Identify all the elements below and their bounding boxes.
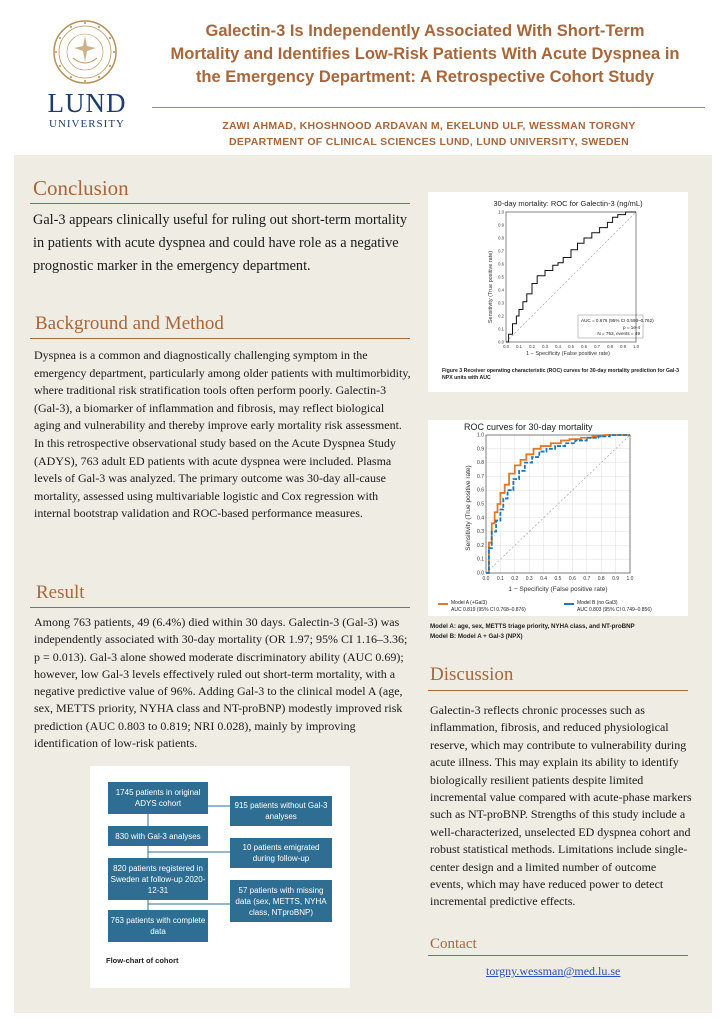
x-tick-label: 0.7 <box>594 344 600 349</box>
annotation-p: p = 1e-4 <box>623 325 640 330</box>
background-divider <box>30 338 410 339</box>
flow-box-original-cohort: 1745 patients in original ADYS cohort <box>108 782 208 814</box>
y-tick-label: 0.1 <box>498 326 504 332</box>
result-divider <box>30 607 410 608</box>
result-text: Among 763 patients, 49 (6.4%) died within 30 days. Galectin-3 (Gal-3) was independently associated with 30-day mortality (OR 1.97; 95% CI 1.16–3.36; p = 0.013). Gal-3 alone showed moderate discriminatory ability (AUC 0.69); however, low Gal-3 levels effectively ruled out short-term mortality, with a negative predictive value of 96%. Adding Gal-3 to the clinical model A (age, sex, METTS priority, NYHA class and NT-proBNP) modestly improved risk prediction (AUC 0.803 to 0.819; NRI 0.028), mainly by improving identification of low-risk patients. <box>34 615 408 751</box>
result-heading: Result <box>36 582 85 603</box>
poster-title <box>150 20 700 89</box>
legend-model-a: Model A (+Gal3) <box>451 600 487 606</box>
x-tick-label: 1.0 <box>633 344 639 349</box>
affiliation: DEPARTMENT OF CLINICAL SCIENCES LUND, LUND UNIVERSITY, SWEDEN <box>228 136 629 148</box>
model-note-a: Model A: age, sex, METTS triage priority, NYHA class, and NT-proBNP <box>430 623 635 630</box>
flow-box-complete-data: 763 patients with complete data <box>108 910 208 942</box>
logo-lund: LUND <box>47 88 127 118</box>
x-tick-label: 0.9 <box>612 576 620 582</box>
flow-box-gal3-analyses: 830 with Gal-3 analyses <box>108 826 208 846</box>
x-tick-label: 0.2 <box>511 576 519 582</box>
x-tick-label: 0.4 <box>555 344 561 349</box>
y-tick-label: 1.0 <box>498 209 504 215</box>
contact-divider <box>428 955 688 956</box>
conclusion-text: Gal-3 appears clinically useful for ruling out short-term mortality in patients with acute dyspnea and could have role as a negative prognostic marker in the emergency department. <box>33 212 407 274</box>
y-tick-label: 0.5 <box>498 274 504 280</box>
roc-models-chart <box>428 420 688 616</box>
y-tick-label: 0.6 <box>498 261 504 267</box>
flow-box-without-gal3: 915 patients without Gal-3 analyses <box>230 796 332 826</box>
y-tick-label: 0.6 <box>477 487 484 494</box>
lund-university-logo <box>40 18 130 136</box>
y-tick-label: 0.5 <box>477 501 484 508</box>
chart-ylabel: Sensitivity (True positive rate) <box>465 465 472 551</box>
contact-email-link[interactable]: torgny.wessman@med.lu.se <box>486 964 621 978</box>
annotation-auc: AUC = 0.676 (95% CI 0.593–0.762) <box>581 318 654 323</box>
x-tick-label: 0.4 <box>540 576 548 582</box>
x-tick-label: 0.5 <box>554 576 562 582</box>
annotation-n: N = 763, events = 49 <box>597 331 640 336</box>
discussion-text: Galectin-3 reflects chronic processes such as inflammation, fibrosis, and reduced physiological reserve, which may contribute to vulnerability during acute illness. This may explain its ability to identify biologically resilient patients despite limited incremental value compared with acute-phase markers such as NT-proBNP. Strengths of this study include a well-characterized, unselected ED dyspnea cohort and robust statistical methods. Limitations include single-center design and a limited number of outcome events, which may have reduced power to detect incremental predictive effects. <box>430 703 692 909</box>
model-notes <box>430 622 700 642</box>
x-tick-label: 0.1 <box>516 344 522 349</box>
x-tick-label: 0.6 <box>568 576 576 582</box>
flow-box-emigrated: 10 patients emigrated during follow-up <box>230 838 332 868</box>
x-tick-label: 0.2 <box>529 344 535 349</box>
chart-legend <box>438 600 652 613</box>
background-text: Dyspnea is a common and diagnostically challenging symptom in the emergency department, particularly among older patients with multimorbidity, where traditional risk stratification tools often perform poorly. Galectin-3 (Gal-3), a biomarker of inflammation and fibrosis, may reflect biological aging and vulnerability and thereby improve early mortality risk assessment. In this retrospective observational study based on the Acute Dyspnea Study (ADYS), 763 adult ED patients with acute dyspnea were included. Plasma levels of Gal-3 was analyzed. The primary outcome was 30-day all-cause mortality, assessed using multivariable logistic and Cox regression with internal bootstrap validation and ROC-based performance measures. <box>34 348 411 521</box>
chart-ylabel: Sensitivity (True positive rate) <box>488 250 494 324</box>
chart-title: ROC curves for 30-day mortality <box>464 422 593 432</box>
title-divider <box>152 107 705 108</box>
title-line-2: Mortality and Identifies Low-Risk Patients With Acute Dyspnea in <box>170 45 680 63</box>
y-tick-label: 0.2 <box>477 542 484 549</box>
discussion-heading: Discussion <box>430 664 514 685</box>
x-tick-label: 0.0 <box>482 576 490 582</box>
roc-gal3-chart <box>428 192 688 367</box>
roc-gal3-figure <box>428 192 688 392</box>
y-tick-label: 0.0 <box>477 570 484 577</box>
y-tick-label: 0.3 <box>477 529 484 536</box>
x-tick-label: 1.0 <box>626 576 634 582</box>
y-tick-label: 0.3 <box>498 300 504 306</box>
x-tick-label: 0.1 <box>496 576 504 582</box>
x-tick-label: 0.6 <box>581 344 587 349</box>
x-tick-label: 0.9 <box>620 344 626 349</box>
title-line-1: Galectin-3 Is Independently Associated With Short-Term <box>205 22 645 40</box>
x-tick-label: 0.7 <box>583 576 591 582</box>
y-tick-label: 1.0 <box>477 432 484 439</box>
y-tick-label: 0.1 <box>477 556 484 563</box>
flow-box-registered: 820 patients registered in Sweden at follow-up 2020-12-31 <box>108 858 208 900</box>
y-tick-label: 0.7 <box>498 248 504 254</box>
author-block <box>150 118 708 150</box>
y-tick-label: 0.9 <box>498 222 504 228</box>
x-tick-label: 0.3 <box>542 344 548 349</box>
y-tick-label: 0.7 <box>477 473 484 480</box>
chart-xlabel: 1 − Specificity (False positive rate) <box>508 586 608 593</box>
model-note-b: Model B: Model A + Gal-3 (NPX) <box>430 633 523 640</box>
background-heading: Background and Method <box>35 313 224 334</box>
authors: ZAWI AHMAD, KHOSHNOOD ARDAVAN M, EKELUND ULF, WESSMAN TORGNY <box>222 120 636 132</box>
discussion-divider <box>428 690 688 691</box>
x-tick-label: 0.8 <box>597 576 605 582</box>
conclusion-divider <box>30 203 410 204</box>
contact-heading: Contact <box>430 936 477 952</box>
conclusion-heading: Conclusion <box>33 176 129 200</box>
x-tick-label: 0.8 <box>607 344 613 349</box>
y-tick-label: 0.0 <box>498 339 504 345</box>
x-tick-label: 0.0 <box>503 344 509 349</box>
y-tick-label: 0.4 <box>498 287 504 293</box>
flow-box-missing-data: 57 patients with missing data (sex, METTS, NYHA class, NTproBNP) <box>230 880 332 922</box>
title-line-3: the Emergency Department: A Retrospective Cohort Study <box>195 68 655 86</box>
legend-model-b: Model B (no Gal3) <box>577 600 618 606</box>
roc-gal3-caption: Figure 3 Receiver operating characteristic (ROC) curves for 30-day mortality prediction for Gal-3 NPX units with AUC <box>442 368 679 381</box>
y-tick-label: 0.9 <box>477 446 484 453</box>
poster-header <box>0 0 724 155</box>
chart-title: 30-day mortality: ROC for Galectin-3 (ng/mL) <box>493 199 643 208</box>
y-tick-label: 0.2 <box>498 313 504 319</box>
roc-models-figure <box>428 420 688 616</box>
chart-annotation <box>578 315 654 338</box>
y-tick-label: 0.4 <box>477 515 484 522</box>
y-tick-label: 0.8 <box>477 460 484 467</box>
flowchart-figure <box>90 766 350 988</box>
chart-xlabel: 1 − Specificity (False positive rate) <box>526 351 610 357</box>
legend-model-a-auc: AUC 0.819 (95% CI 0.768–0.876) <box>451 607 526 613</box>
legend-model-b-auc: AUC 0.803 (95% CI 0.749–0.856) <box>577 607 652 613</box>
flowchart-caption: Flow-chart of cohort <box>106 956 179 965</box>
logo-university: UNIVERSITY <box>49 118 125 130</box>
x-tick-label: 0.3 <box>525 576 533 582</box>
y-tick-label: 0.8 <box>498 235 504 241</box>
x-tick-label: 0.5 <box>568 344 574 349</box>
